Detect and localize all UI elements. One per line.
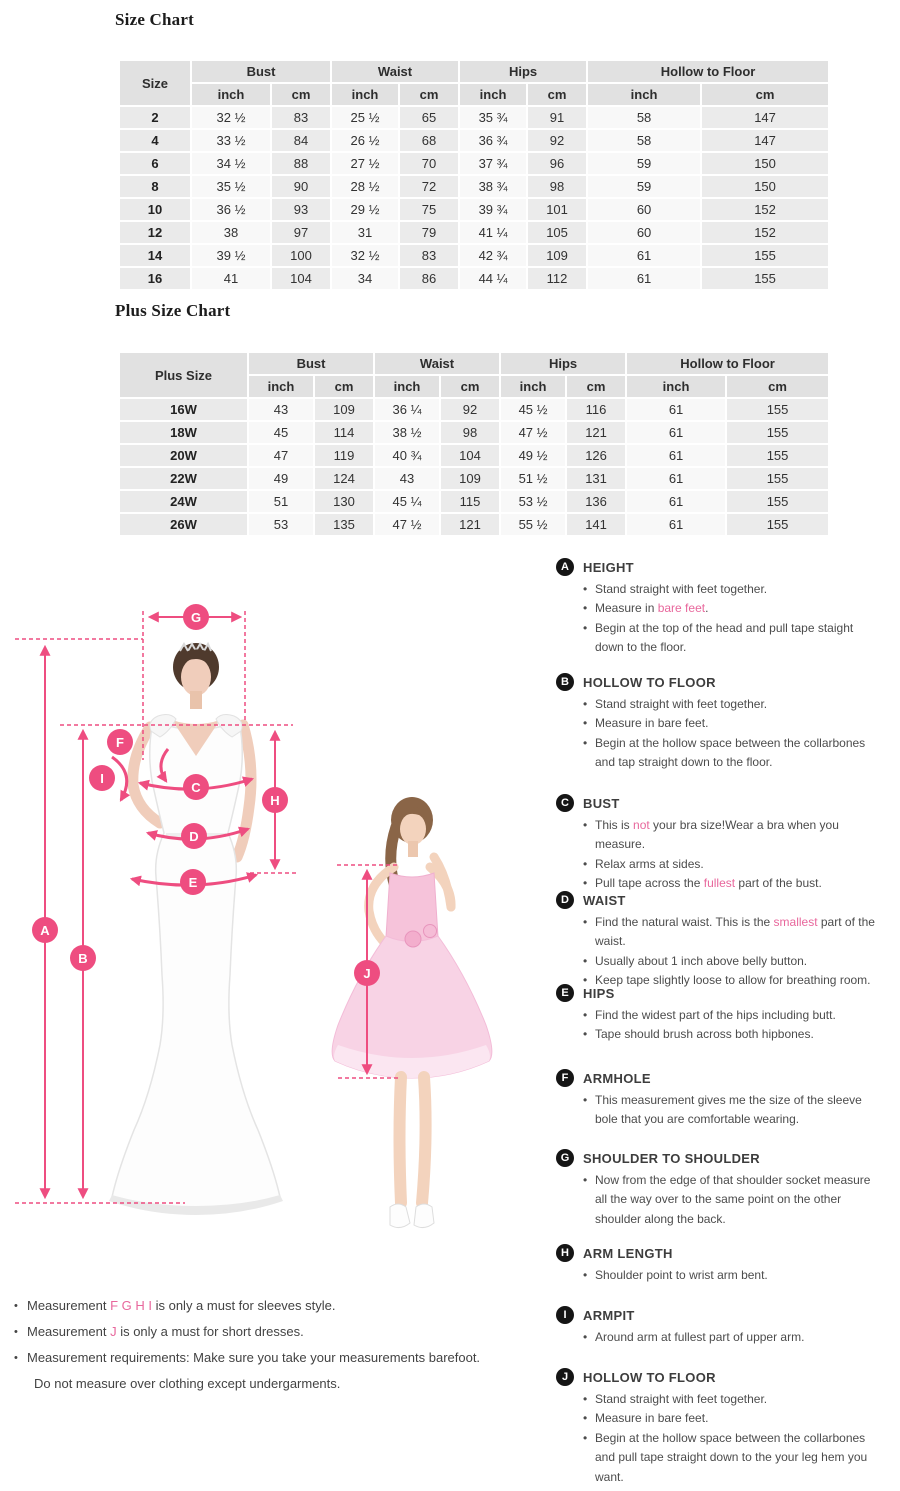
unit-header: inch [192, 84, 270, 105]
size-cell: 20W [120, 445, 247, 466]
text: Tape should brush across both hipbones. [595, 1027, 814, 1042]
measurement-cell: 34 [332, 268, 398, 289]
highlighted-text: smallest [773, 915, 818, 929]
measurement-cell: 86 [400, 268, 458, 289]
svg-text:H: H [270, 793, 280, 808]
group-header: Waist [332, 61, 458, 82]
measurement-cell: 58 [588, 107, 700, 128]
measurement-cell: 35 ¾ [460, 107, 526, 128]
table-row [120, 199, 828, 220]
text: Measurement requirements: Make sure you take your measurements barefoot. [27, 1350, 481, 1365]
text: Stand straight with feet together. [595, 697, 768, 711]
measurement-cell: 34 ½ [192, 153, 270, 174]
measurement-cell: 25 ½ [332, 107, 398, 128]
size-cell: 26W [120, 514, 247, 535]
measurement-cell: 45 ½ [501, 399, 565, 420]
size-cell: 10 [120, 199, 190, 220]
measurement-cell: 53 ½ [501, 491, 565, 512]
measurement-cell: 61 [588, 245, 700, 266]
note-line [14, 1345, 494, 1371]
measurement-cell: 45 [249, 422, 313, 443]
instruction-section-f [556, 1069, 891, 1130]
measurement-cell: 121 [441, 514, 499, 535]
measurement-cell: 155 [727, 468, 828, 489]
plus-size-chart-title: Plus Size Chart [115, 301, 231, 320]
measurement-cell: 60 [588, 199, 700, 220]
first-column-header: Plus Size [120, 353, 247, 397]
measurement-cell: 147 [702, 130, 828, 151]
text: part of the waist. [595, 915, 875, 949]
measurement-cell: 75 [400, 199, 458, 220]
table-row [120, 153, 828, 174]
instruction-bullet [583, 695, 883, 714]
measurement-cell: 104 [272, 268, 330, 289]
unit-header: cm [528, 84, 586, 105]
table-row [120, 130, 828, 151]
instruction-bullet [583, 1266, 883, 1285]
measurement-cell: 61 [627, 514, 725, 535]
measurement-cell: 155 [727, 445, 828, 466]
group-header: Hollow to Floor [627, 353, 828, 374]
instruction-title: ARMPIT [583, 1307, 635, 1323]
text: Do not measure over clothing except undergarments. [34, 1376, 341, 1391]
table-row [120, 468, 828, 489]
instruction-bullet [583, 1409, 883, 1428]
instruction-bullet [583, 580, 883, 599]
measurement-cell: 155 [702, 245, 828, 266]
measurement-cell: 150 [702, 176, 828, 197]
instruction-title: HIPS [583, 985, 615, 1001]
measurement-cell: 152 [702, 199, 828, 220]
instruction-title: HOLLOW TO FLOOR [583, 1369, 716, 1385]
measurement-cell: 58 [588, 130, 700, 151]
svg-text:J: J [363, 966, 371, 981]
measurement-cell: 60 [588, 222, 700, 243]
table-row [120, 491, 828, 512]
size-cell: 24W [120, 491, 247, 512]
measurement-cell: 101 [528, 199, 586, 220]
table-row [120, 445, 828, 466]
measurement-cell: 124 [315, 468, 373, 489]
instruction-bullet [583, 619, 883, 658]
instruction-bullet [583, 1429, 883, 1487]
table-row [120, 514, 828, 535]
text: . [705, 601, 709, 616]
instruction-title: SHOULDER TO SHOULDER [583, 1150, 760, 1166]
instruction-section-h [556, 1244, 891, 1285]
measurement-cell: 39 ¾ [460, 199, 526, 220]
measurement-cell: 61 [627, 422, 725, 443]
table-row [120, 176, 828, 197]
size-cell: 18W [120, 422, 247, 443]
measurement-cell: 72 [400, 176, 458, 197]
measurement-cell: 55 ½ [501, 514, 565, 535]
table-row [120, 399, 828, 420]
measurement-cell: 141 [567, 514, 625, 535]
unit-header: inch [249, 376, 313, 397]
measurement-cell: 155 [727, 422, 828, 443]
measurement-cell: 49 ½ [501, 445, 565, 466]
text: Measure in bare feet. [595, 716, 709, 731]
svg-text:F: F [116, 735, 124, 750]
measurement-cell: 59 [588, 153, 700, 174]
measurement-cell: 65 [400, 107, 458, 128]
instruction-title: HEIGHT [583, 559, 634, 575]
short-dress-figure-illustration [332, 797, 492, 1228]
text: is only a must for sleeves style. [151, 1298, 336, 1313]
first-column-header: Size [120, 61, 190, 105]
measurement-cell: 61 [627, 491, 725, 512]
measurement-cell: 31 [332, 222, 398, 243]
instruction-bullet [583, 1006, 883, 1025]
measurement-cell: 61 [627, 399, 725, 420]
measurement-cell: 79 [400, 222, 458, 243]
measurement-cell: 116 [567, 399, 625, 420]
measurement-cell: 114 [315, 422, 373, 443]
measurement-cell: 44 ¼ [460, 268, 526, 289]
text: Begin at the top of the head and pull tape staight down to the floor. [595, 620, 854, 655]
letter-badge: B [556, 673, 574, 691]
measurement-cell: 150 [702, 153, 828, 174]
instruction-bullet [583, 1328, 883, 1347]
instruction-bullet [583, 913, 883, 952]
group-header: Hips [460, 61, 586, 82]
table-row [120, 107, 828, 128]
svg-text:E: E [188, 875, 198, 890]
unit-header: cm [702, 84, 828, 105]
measurement-cell: 119 [315, 445, 373, 466]
instruction-section-d [556, 891, 891, 991]
unit-header: inch [501, 376, 565, 397]
measurement-cell: 61 [588, 268, 700, 289]
text: Measure in bare feet. [595, 1411, 709, 1426]
note-line [14, 1319, 494, 1345]
measurement-cell: 152 [702, 222, 828, 243]
unit-header: cm [315, 376, 373, 397]
text: Now from the edge of that shoulder socket measure all the way over to the same point on the other shoulder along the back. [595, 1173, 871, 1226]
measurement-cell: 105 [528, 222, 586, 243]
instruction-bullet [583, 714, 883, 733]
instruction-section-c [556, 794, 891, 894]
measurement-cell: 155 [727, 399, 828, 420]
note-line [14, 1371, 494, 1397]
text: is only a must for short dresses. [116, 1324, 304, 1339]
instruction-title: ARMHOLE [583, 1070, 651, 1086]
measurement-cell: 109 [315, 399, 373, 420]
measurement-cell: 83 [400, 245, 458, 266]
letter-badge: A [556, 558, 574, 576]
measurement-cell: 84 [272, 130, 330, 151]
size-cell: 22W [120, 468, 247, 489]
unit-header: inch [375, 376, 439, 397]
measurement-cell: 59 [588, 176, 700, 197]
measurement-cell: 36 ¼ [375, 399, 439, 420]
highlighted-text: F G H I [110, 1298, 152, 1313]
measurement-cell: 155 [702, 268, 828, 289]
flower [424, 925, 437, 938]
measurement-cell: 112 [528, 268, 586, 289]
measurement-cell: 121 [567, 422, 625, 443]
text: Measure in [595, 601, 658, 616]
measurement-cell: 61 [627, 468, 725, 489]
measurement-cell: 68 [400, 130, 458, 151]
measurement-cell: 92 [441, 399, 499, 420]
text: Relax arms at sides. [595, 856, 704, 871]
letter-badge: J [556, 1368, 574, 1386]
text: This is [595, 818, 634, 832]
measurement-cell: 26 ½ [332, 130, 398, 151]
size-chart-grid [118, 59, 830, 291]
measurement-cell: 93 [272, 199, 330, 220]
measurement-cell: 47 ½ [375, 514, 439, 535]
instruction-section-g [556, 1149, 891, 1229]
measurement-cell: 40 ¾ [375, 445, 439, 466]
measurement-cell: 29 ½ [332, 199, 398, 220]
measurement-cell: 92 [528, 130, 586, 151]
measurement-cell: 155 [727, 491, 828, 512]
table-row [120, 245, 828, 266]
instruction-title: WAIST [583, 892, 626, 908]
instruction-title: BUST [583, 795, 620, 811]
instruction-bullet [583, 855, 883, 874]
measurement-cell: 47 [249, 445, 313, 466]
highlighted-text: bare feet [657, 601, 706, 616]
highlighted-text: J [110, 1324, 117, 1339]
measurement-cell: 39 ½ [192, 245, 270, 266]
group-header: Hips [501, 353, 625, 374]
size-cell: 6 [120, 153, 190, 174]
group-header: Waist [375, 353, 499, 374]
unit-header: inch [588, 84, 700, 105]
unit-header: cm [400, 84, 458, 105]
measurement-cell: 88 [272, 153, 330, 174]
unit-header: cm [441, 376, 499, 397]
measurement-cell: 109 [441, 468, 499, 489]
size-cell: 16W [120, 399, 247, 420]
measurement-cell: 100 [272, 245, 330, 266]
measurement-instructions [556, 556, 892, 1486]
text: your bra size!Wear a bra when you measure. [595, 818, 839, 852]
highlighted-text: fullest [703, 876, 736, 891]
measurement-cell: 38 [192, 222, 270, 243]
size-chart-title: Size Chart [115, 10, 194, 29]
letter-badge: C [556, 794, 574, 812]
measurement-cell: 97 [272, 222, 330, 243]
measurement-cell: 147 [702, 107, 828, 128]
measurement-cell: 98 [528, 176, 586, 197]
text: Shoulder point to wrist arm bent. [595, 1268, 768, 1282]
text: Usually about 1 inch above belly button. [595, 953, 808, 968]
measurement-cell: 36 ½ [192, 199, 270, 220]
instruction-bullet [583, 1091, 883, 1130]
instruction-bullet [583, 599, 883, 618]
letter-badge: E [556, 984, 574, 1002]
measurement-cell: 45 ¼ [375, 491, 439, 512]
measurement-cell: 41 [192, 268, 270, 289]
measurement-notes [14, 1293, 494, 1397]
text: Measurement [27, 1324, 111, 1339]
svg-text:B: B [78, 951, 88, 966]
group-header: Bust [249, 353, 373, 374]
measurement-cell: 61 [627, 445, 725, 466]
measurement-cell: 70 [400, 153, 458, 174]
svg-text:C: C [191, 780, 201, 795]
text: Keep tape slightly loose to allow for breathing room. [595, 973, 871, 988]
measurement-cell: 90 [272, 176, 330, 197]
letter-badge: D [556, 891, 574, 909]
measurement-cell: 136 [567, 491, 625, 512]
measurement-cell: 32 ½ [192, 107, 270, 128]
group-header: Bust [192, 61, 330, 82]
text: Find the widest part of the hips including butt. [595, 1008, 836, 1022]
bride-figure-illustration [109, 643, 283, 1215]
measurement-cell: 41 ¼ [460, 222, 526, 243]
size-cell: 4 [120, 130, 190, 151]
table-row [120, 222, 828, 243]
size-cell: 14 [120, 245, 190, 266]
text: part of the bust. [735, 876, 822, 891]
size-cell: 8 [120, 176, 190, 197]
measurement-cell: 27 ½ [332, 153, 398, 174]
measurement-cell: 53 [249, 514, 313, 535]
measurement-cell: 96 [528, 153, 586, 174]
measurement-cell: 28 ½ [332, 176, 398, 197]
text: This measurement gives me the size of the sleeve bole that you are comfortable wearing. [595, 1093, 862, 1127]
unit-header: cm [727, 376, 828, 397]
text: Begin at the hollow space between the collarbones and pull tape straight down to the your leg hem you want. [595, 1430, 868, 1484]
text: Stand straight with feet together. [595, 582, 768, 596]
group-header: Hollow to Floor [588, 61, 828, 82]
instruction-section-e [556, 984, 891, 1045]
measurement-cell: 51 [249, 491, 313, 512]
unit-header: cm [272, 84, 330, 105]
measurement-cell: 51 ½ [501, 468, 565, 489]
instruction-bullet [583, 1025, 883, 1044]
measurement-cell: 36 ¾ [460, 130, 526, 151]
plus-size-chart-table [118, 351, 830, 537]
highlighted-text: not [633, 818, 650, 832]
instruction-bullet [583, 734, 883, 773]
svg-text:A: A [40, 923, 50, 938]
measurement-cell: 43 [375, 468, 439, 489]
letter-badge: H [556, 1244, 574, 1262]
unit-header: cm [567, 376, 625, 397]
unit-header: inch [332, 84, 398, 105]
measurement-diagram [0, 555, 560, 1295]
size-cell: 2 [120, 107, 190, 128]
measurement-cell: 37 ¾ [460, 153, 526, 174]
note-line [14, 1293, 494, 1319]
text: Begin at the hollow space between the collarbones and tap straight down to the floor. [595, 735, 866, 770]
text: Measurement [27, 1298, 111, 1313]
measurement-cell: 126 [567, 445, 625, 466]
instruction-section-i [556, 1306, 891, 1347]
flower [405, 931, 421, 947]
measurement-cell: 33 ½ [192, 130, 270, 151]
size-chart-table [118, 59, 830, 291]
measurement-cell: 130 [315, 491, 373, 512]
letter-badge: F [556, 1069, 574, 1087]
measurement-cell: 115 [441, 491, 499, 512]
letter-badge: I [556, 1306, 574, 1324]
instruction-section-j [556, 1368, 891, 1487]
measurement-cell: 109 [528, 245, 586, 266]
instruction-section-b [556, 673, 891, 773]
instruction-bullet [583, 1390, 883, 1409]
svg-text:I: I [100, 771, 104, 786]
instruction-bullet [583, 1171, 883, 1229]
plus-size-chart-grid [118, 351, 830, 537]
measurement-cell: 131 [567, 468, 625, 489]
unit-header: inch [460, 84, 526, 105]
instruction-bullet [583, 816, 883, 855]
text: Find the natural waist. This is the [595, 915, 774, 929]
size-cell: 12 [120, 222, 190, 243]
text: Around arm at fullest part of upper arm. [595, 1330, 805, 1344]
letter-badge: G [556, 1149, 574, 1167]
instruction-title: ARM LENGTH [583, 1245, 673, 1261]
svg-text:D: D [189, 829, 199, 844]
measurement-cell: 38 ¾ [460, 176, 526, 197]
measurement-cell: 38 ½ [375, 422, 439, 443]
size-cell: 16 [120, 268, 190, 289]
table-row [120, 268, 828, 289]
measurement-cell: 91 [528, 107, 586, 128]
measurement-cell: 32 ½ [332, 245, 398, 266]
measurement-cell: 83 [272, 107, 330, 128]
measurement-cell: 47 ½ [501, 422, 565, 443]
measurement-cell: 155 [727, 514, 828, 535]
measurement-cell: 35 ½ [192, 176, 270, 197]
instruction-section-a [556, 558, 891, 658]
unit-header: inch [627, 376, 725, 397]
measurement-cell: 104 [441, 445, 499, 466]
measurement-cell: 49 [249, 468, 313, 489]
measurement-cell: 135 [315, 514, 373, 535]
text: Pull tape across the [595, 876, 704, 891]
table-row [120, 422, 828, 443]
instruction-bullet [583, 952, 883, 971]
measurement-cell: 98 [441, 422, 499, 443]
measurement-cell: 43 [249, 399, 313, 420]
measurement-cell: 42 ¾ [460, 245, 526, 266]
text: Stand straight with feet together. [595, 1392, 768, 1406]
svg-text:G: G [190, 610, 202, 625]
instruction-title: HOLLOW TO FLOOR [583, 674, 716, 690]
